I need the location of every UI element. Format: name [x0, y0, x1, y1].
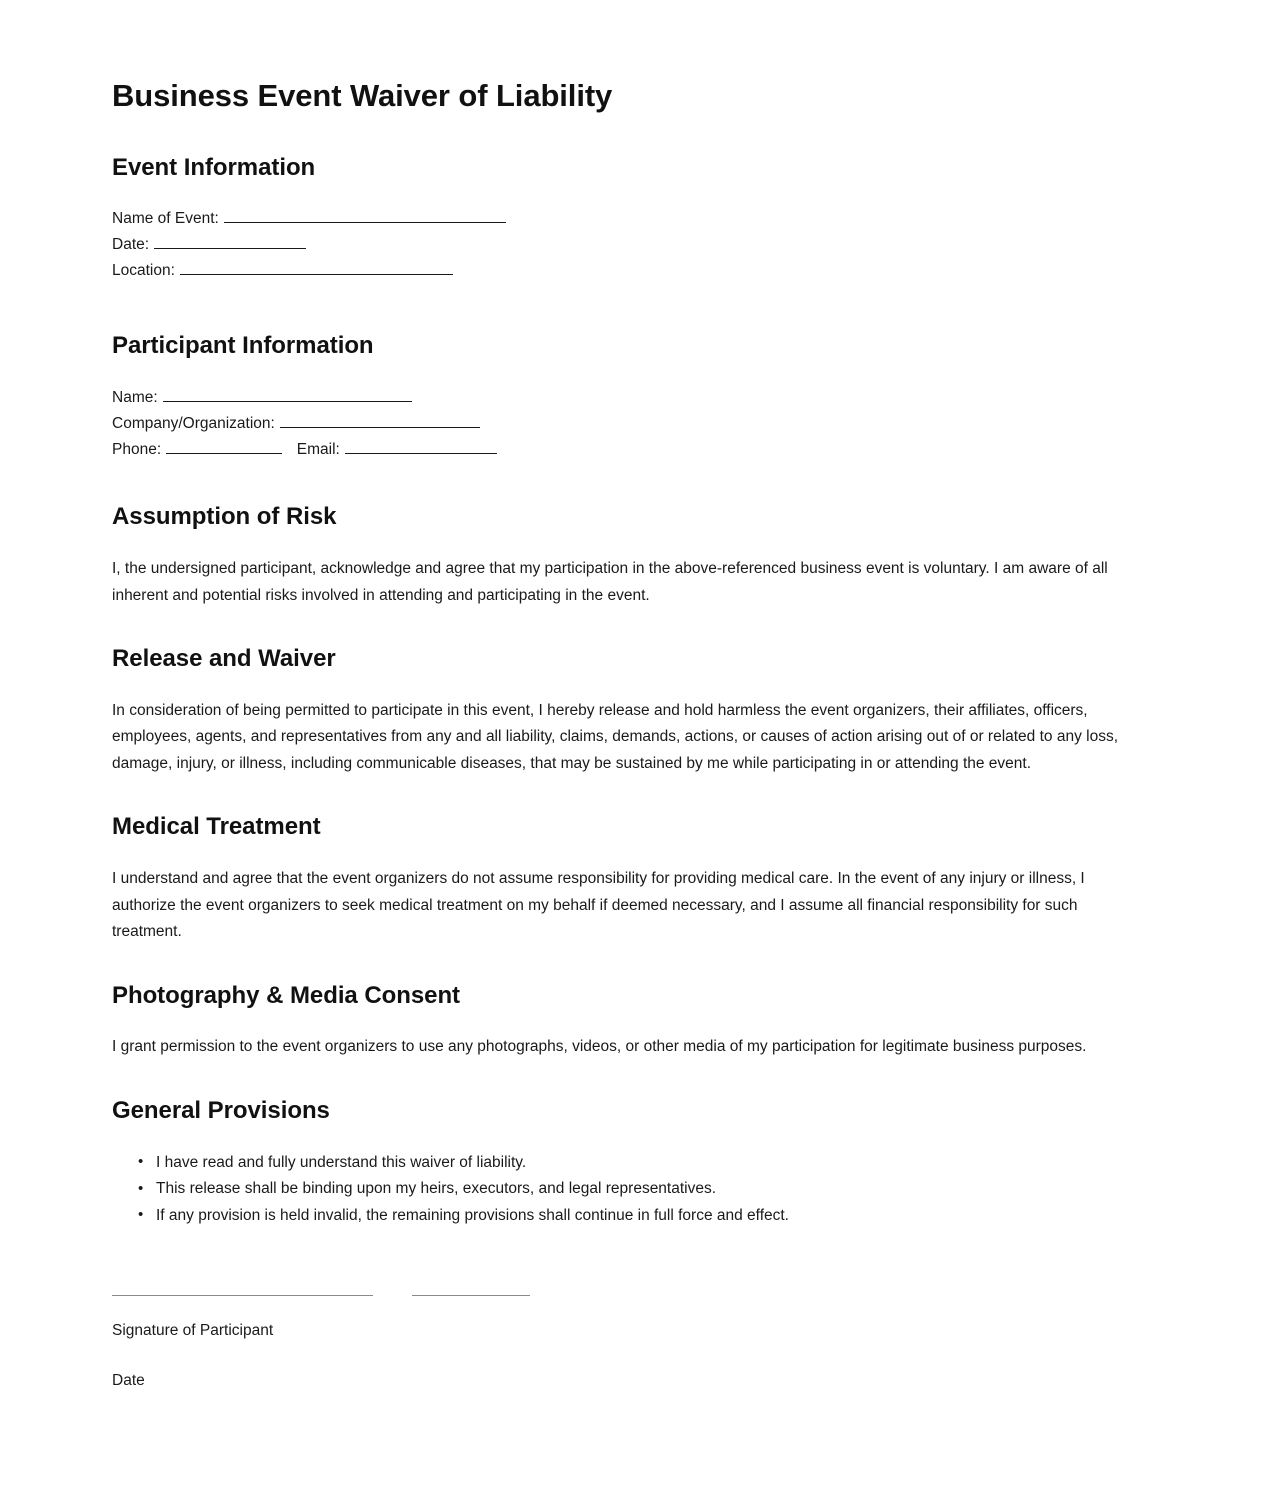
date-line[interactable]	[412, 1295, 530, 1296]
section-participant-information	[112, 332, 1145, 463]
field-blank-date[interactable]	[154, 234, 306, 249]
field-blank-phone[interactable]	[166, 439, 282, 454]
field-blank-location[interactable]	[180, 260, 453, 275]
participant-information-fields	[112, 385, 1145, 463]
page-title: Business Event Waiver of Liability	[112, 78, 613, 113]
section-heading-participant-information: Participant Information	[112, 332, 374, 360]
paragraph-medical-treatment: I understand and agree that the event organizers do not assume responsibility for providing medical care. In the event of any injury or illness, I authorize the event organizers to seek medical treatment on my behalf if deemed necessary, and I assume all financial responsibility for such treatment.	[112, 870, 1085, 941]
section-heading-event-information: Event Information	[112, 153, 316, 181]
signature-rules	[112, 1295, 1145, 1296]
field-label-phone: Phone:	[112, 441, 162, 459]
signature-block	[112, 1295, 1145, 1394]
event-information-fields	[112, 206, 1145, 284]
list-item: • This release shall be binding upon my heirs, executors, and legal representatives.	[138, 1176, 1145, 1203]
field-label-email: Email:	[296, 441, 340, 459]
date-caption: Date	[112, 1372, 145, 1390]
list-item: • If any provision is held invalid, the remaining provisions shall continue in full force and effect.	[138, 1203, 1145, 1230]
section-heading-release-and-waiver: Release and Waiver	[112, 645, 336, 673]
field-label-participant-name: Name:	[112, 389, 158, 407]
field-label-name-of-event: Name of Event:	[112, 210, 219, 228]
field-blank-participant-name[interactable]	[163, 387, 412, 402]
section-general-provisions	[112, 1097, 1145, 1229]
field-label-date: Date:	[112, 236, 150, 254]
section-heading-general-provisions: General Provisions	[112, 1096, 330, 1124]
field-row-company-organization	[112, 411, 1145, 437]
section-heading-assumption-of-risk: Assumption of Risk	[112, 503, 337, 531]
field-row-location	[112, 258, 1145, 284]
signature-line[interactable]	[112, 1295, 373, 1296]
field-row-participant-name	[112, 385, 1145, 411]
section-heading-medical-treatment: Medical Treatment	[112, 813, 321, 841]
section-medical-treatment	[112, 813, 1145, 945]
field-blank-company-organization[interactable]	[280, 413, 480, 428]
section-assumption-of-risk	[112, 503, 1145, 609]
section-heading-photography-media-consent: Photography & Media Consent	[112, 981, 460, 1009]
paragraph-photography-media-consent: I grant permission to the event organizers to use any photographs, videos, or other media of my participation for legitimate business purposes.	[112, 1038, 1087, 1056]
field-blank-name-of-event[interactable]	[224, 208, 506, 223]
field-row-phone-email	[112, 437, 1145, 463]
section-event-information	[112, 154, 1145, 285]
list-item: • I have read and fully understand this waiver of liability.	[138, 1150, 1145, 1177]
paragraph-assumption-of-risk: I, the undersigned participant, acknowledge and agree that my participation in the above-referenced business event is voluntary. I am aware of all inherent and potential risks involved in attending and participating in the event.	[112, 560, 1108, 604]
section-photography-media-consent	[112, 982, 1145, 1061]
section-release-and-waiver	[112, 645, 1145, 777]
field-row-name-of-event	[112, 206, 1145, 232]
paragraph-release-and-waiver: In consideration of being permitted to participate in this event, I hereby release and hold harmless the event organizers, their affiliates, officers, employees, agents, and representatives from any and all liability, claims, demands, actions, or causes of action arising out of or related to any loss, damage, injury, or illness, including communicable diseases, that may be sustained by me while participating in or attending the event.	[112, 701, 1119, 772]
signature-caption: Signature of Participant	[112, 1322, 274, 1340]
field-row-date	[112, 232, 1145, 258]
field-label-location: Location:	[112, 262, 175, 280]
field-blank-email[interactable]	[345, 439, 497, 454]
field-label-company-organization: Company/Organization:	[112, 415, 275, 433]
general-provisions-list	[112, 1150, 1145, 1230]
